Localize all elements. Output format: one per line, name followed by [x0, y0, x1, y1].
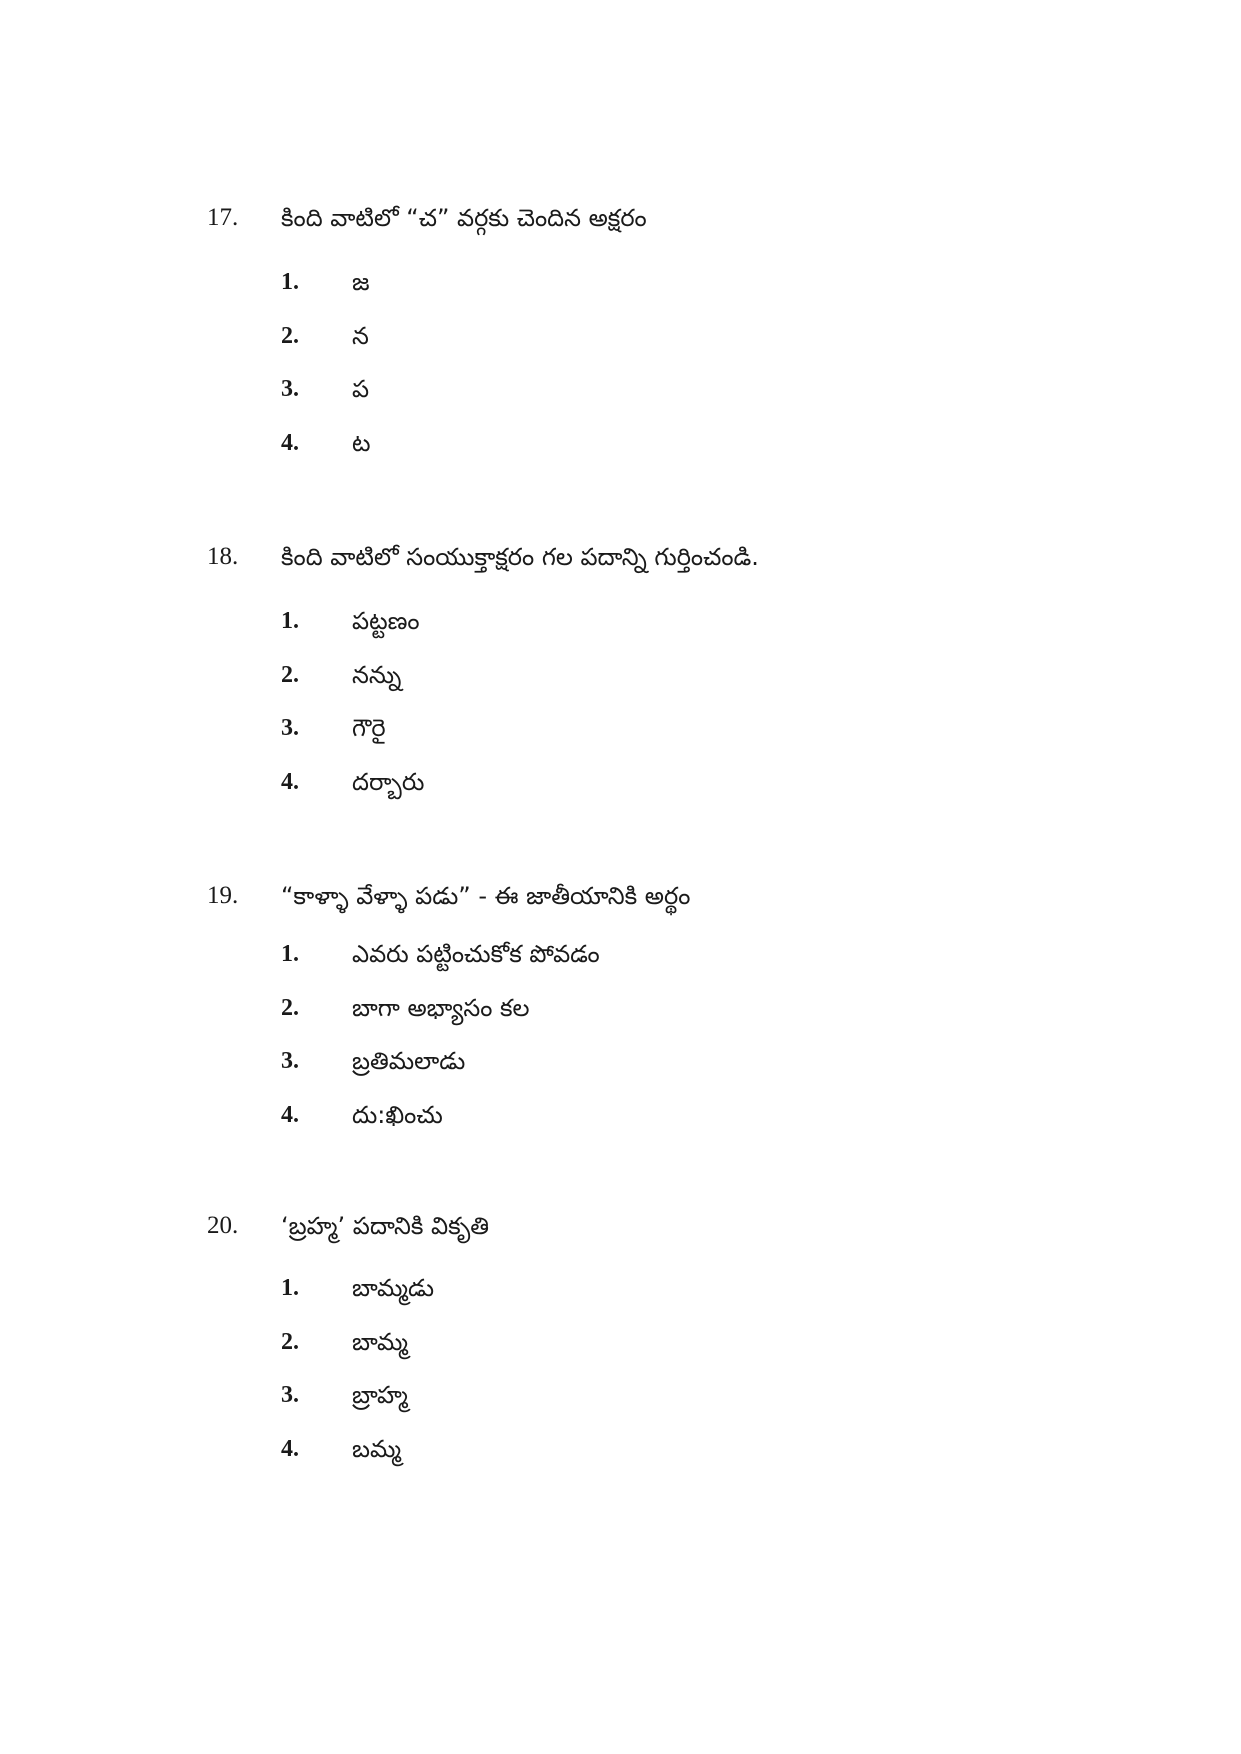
option-3	[0, 1375, 1241, 1429]
option-text: బ్రతిమలాడు	[352, 1047, 466, 1075]
option-number: 1.	[281, 1275, 299, 1301]
option-number: 3.	[281, 715, 299, 741]
option-number: 4.	[281, 1435, 299, 1462]
option-text: బాగా అభ్యాసం కల	[352, 993, 530, 1022]
option-1	[0, 262, 1241, 316]
question-19	[0, 876, 1241, 1148]
question-number: 19.	[207, 882, 239, 909]
option-number: 1.	[281, 608, 299, 634]
option-1	[0, 1268, 1241, 1322]
option-3	[0, 369, 1241, 423]
question-17	[0, 198, 1241, 476]
option-text: జ	[352, 268, 370, 296]
option-text: పట్టణం	[352, 607, 420, 635]
question-number: 18.	[207, 543, 239, 570]
option-text: దర్బారు	[352, 767, 425, 796]
option-text: న	[352, 321, 369, 350]
option-text: బమ్మ	[352, 1434, 402, 1463]
option-number: 3.	[281, 1048, 299, 1074]
option-text: ప	[352, 375, 370, 403]
option-text: ట	[352, 428, 371, 457]
option-text: బామ్మడు	[352, 1274, 435, 1302]
option-2	[0, 655, 1241, 709]
option-3	[0, 1041, 1241, 1095]
option-text: బ్రాహ్మ	[352, 1381, 408, 1409]
question-header	[0, 537, 1241, 577]
option-text: ఎవరు పట్టించుకోక పోవడం	[352, 940, 600, 968]
option-number: 3.	[281, 376, 299, 402]
question-header	[0, 876, 1241, 916]
option-number: 4.	[281, 1101, 299, 1128]
option-1	[0, 601, 1241, 655]
option-text: గౌరై	[352, 714, 386, 742]
question-header	[0, 198, 1241, 238]
option-4	[0, 423, 1241, 477]
question-text: కింది వాటిలో “చ” వర్గకు చెందిన అక్షరం	[281, 204, 647, 232]
option-2	[0, 1322, 1241, 1376]
question-number: 17.	[207, 204, 239, 231]
question-header	[0, 1206, 1241, 1246]
option-number: 2.	[281, 661, 299, 688]
option-number: 3.	[281, 1382, 299, 1408]
option-2	[0, 988, 1241, 1042]
question-text: కింది వాటిలో సంయుక్తాక్షరం గల పదాన్ని గుర్తించండి.	[281, 543, 759, 571]
option-number: 1.	[281, 269, 299, 295]
option-4	[0, 1429, 1241, 1483]
question-number: 20.	[207, 1212, 239, 1239]
option-2	[0, 316, 1241, 370]
option-number: 4.	[281, 429, 299, 456]
option-text: బామ్మ	[352, 1327, 409, 1356]
option-number: 2.	[281, 1328, 299, 1355]
option-number: 2.	[281, 322, 299, 349]
option-4	[0, 1095, 1241, 1149]
option-text: నన్ను	[352, 660, 402, 689]
option-text: దు:ఖించు	[352, 1100, 443, 1129]
question-text: ‘బ్రహ్మ’ పదానికి వికృతి	[281, 1212, 490, 1240]
option-number: 4.	[281, 768, 299, 795]
question-text: “కాళ్ళా వేళ్ళా పడు” - ఈ జాతీయానికి అర్థం	[281, 882, 691, 910]
option-number: 1.	[281, 941, 299, 967]
option-4	[0, 762, 1241, 816]
question-18	[0, 537, 1241, 815]
option-1	[0, 934, 1241, 988]
option-3	[0, 708, 1241, 762]
question-20	[0, 1206, 1241, 1482]
option-number: 2.	[281, 994, 299, 1021]
